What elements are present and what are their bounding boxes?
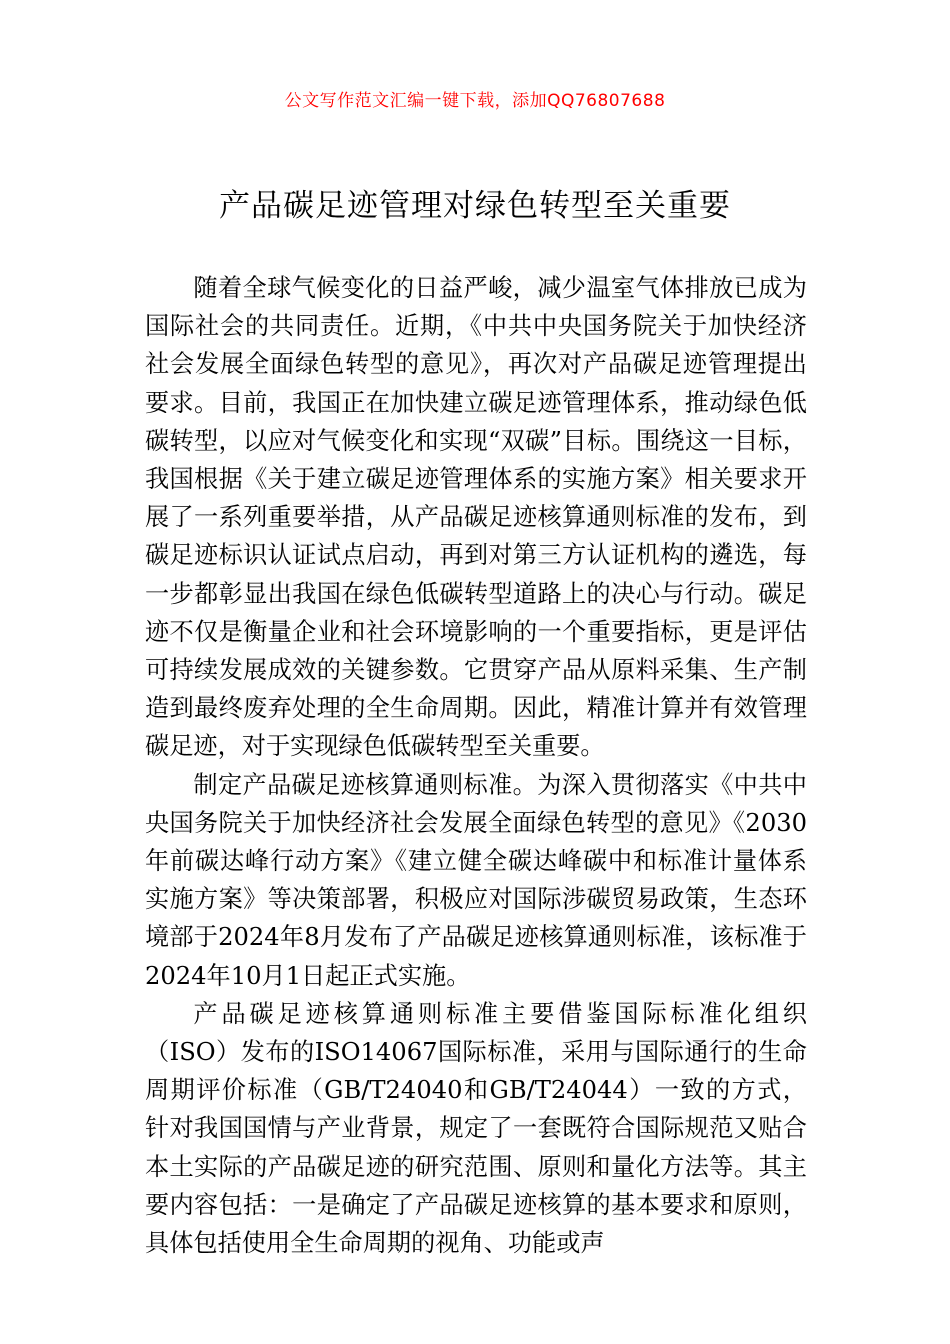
document-body — [145, 269, 807, 1262]
paragraph: 产品碳足迹核算通则标准主要借鉴国际标准化组织（ISO）发布的ISO14067国际标准，采用与国际通行的生命周期评价标准（GB/T24040和GB/T24044）一致的方式，针对我国国情与产业背景，规定了一套既符合国际规范又贴合本土实际的产品碳足迹的研究范围、原则和量化方法等。其主要内容包括：一是确定了产品碳足迹核算的基本要求和原则，具体包括使用全生命周期的视角、功能或声 — [145, 999, 807, 1258]
paragraph: 制定产品碳足迹核算通则标准。为深入贯彻落实《中共中央国务院关于加快经济社会发展全面绿色转型的意见》《2030年前碳达峰行动方案》《建立健全碳达峰碳中和标准计量体系实施方案》等决策部署，积极应对国际涉碳贸易政策，生态环境部于2024年8月发布了产品碳足迹核算通则标准，该标准于2024年10月1日起正式实施。 — [145, 770, 807, 990]
download-promo-link[interactable]: 公文写作范文汇编一键下载，添加QQ76807688 — [284, 91, 666, 111]
paragraph: 随着全球气候变化的日益严峻，减少温室气体排放已成为国际社会的共同责任。近期，《中共中央国务院关于加快经济社会发展全面绿色转型的意见》，再次对产品碳足迹管理提出要求。目前，我国正在加快建立碳足迹管理体系，推动绿色低碳转型，以应对气候变化和实现“双碳”目标。围绕这一目标，我国根据《关于建立碳足迹管理体系的实施方案》相关要求开展了一系列重要举措，从产品碳足迹核算通则标准的发布，到碳足迹标识认证试点启动，再到对第三方认证机构的遴选，每一步都彰显出我国在绿色低碳转型道路上的决心与行动。碳足迹不仅是衡量企业和社会环境影响的一个重要指标，更是评估可持续发展成效的关键参数。它贯穿产品从原料采集、生产制造到最终废弃处理的全生命周期。因此，精准计算并有效管理碳足迹，对于实现绿色低碳转型至关重要。 — [145, 274, 807, 761]
document-title: 产品碳足迹管理对绿色转型至关重要 — [219, 188, 731, 224]
